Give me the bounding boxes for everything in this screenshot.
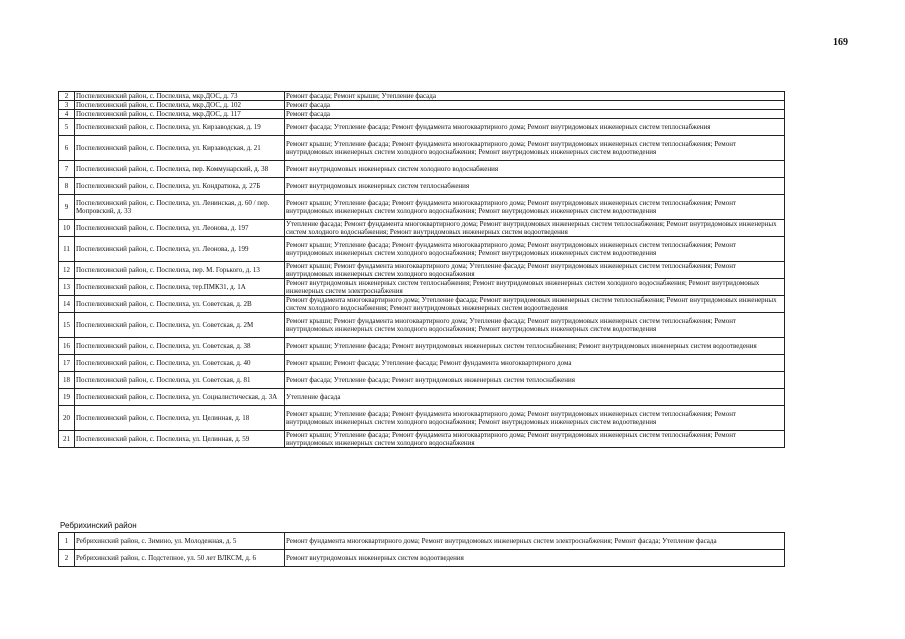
table-row (59, 533, 785, 550)
repair-table-rebrikha (58, 532, 785, 567)
table-row (59, 406, 785, 431)
row-address: Поспелихинский район, с. Поспелиха, ул. Целинная, д. 59 (75, 431, 285, 448)
row-works: Ремонт крыши; Утепление фасада; Ремонт фундамента многоквартирного дома; Ремонт внутридомовых инженерных систем теплоснабжения; Ремонт внутридомовых инженерных систем холодного водоснабжения (285, 431, 785, 448)
row-works: Ремонт фасада (285, 110, 785, 119)
row-address: Поспелихинский район, с. Поспелиха, ул. Кирзаводская, д. 21 (75, 136, 285, 161)
row-address: Поспелихинский район, с. Поспелиха, ул. Целинная, д. 18 (75, 406, 285, 431)
row-works: Ремонт крыши; Утепление фасада; Ремонт фундамента многоквартирного дома; Ремонт внутридомовых инженерных систем теплоснабжения; Ремонт внутридомовых инженерных систем холодного водоснабжения; Ремонт внутридомовых инженерных систем водоотведения (285, 195, 785, 220)
row-address: Поспелихинский район, с. Поспелиха, тер.ПМК31, д. 1А (75, 279, 285, 296)
table-row (59, 338, 785, 355)
table-row (59, 136, 785, 161)
row-number: 20 (59, 406, 75, 431)
row-address: Поспелихинский район, с. Поспелиха, мкр.ДОС, д. 102 (75, 101, 285, 110)
row-number: 1 (59, 533, 75, 550)
row-works: Ремонт крыши; Утепление фасада; Ремонт фундамента многоквартирного дома; Ремонт внутридомовых инженерных систем теплоснабжения; Ремонт внутридомовых инженерных систем холодного водоснабжения; Ремонт внутридомовых инженерных систем водоотведения (285, 406, 785, 431)
row-address: Поспелихинский район, с. Поспелиха, ул. Советская, д. 2В (75, 296, 285, 313)
row-number: 2 (59, 92, 75, 101)
row-works: Ремонт крыши; Утепление фасада; Ремонт внутридомовых инженерных систем теплоснабжения; Ремонт внутридомовых инженерных систем водоотведения (285, 338, 785, 355)
table-row (59, 279, 785, 296)
row-works: Ремонт фасада (285, 101, 785, 110)
row-number: 6 (59, 136, 75, 161)
row-address: Ребрихинский район, с. Подстепное, ул. 50 лет ВЛКСМ, д. 6 (75, 550, 285, 567)
row-number: 12 (59, 262, 75, 279)
table-row (59, 110, 785, 119)
row-works: Ремонт крыши; Ремонт фундамента многоквартирного дома; Утепление фасада; Ремонт внутридомовых инженерных систем теплоснабжения; Ремонт внутридомовых инженерных систем холодного водоснабжения; Ремонт внутридомовых инженерных систем водоотведения (285, 313, 785, 338)
row-works: Ремонт крыши; Ремонт фасада; Утепление фасада; Ремонт фундамента многоквартирного дома (285, 355, 785, 372)
row-address: Поспелихинский район, с. Поспелиха, ул. Кирзаводская, д. 19 (75, 119, 285, 136)
table-row (59, 178, 785, 195)
row-address: Поспелихинский район, с. Поспелиха, мкр.ДОС, д. 73 (75, 92, 285, 101)
page-number: 169 (833, 37, 848, 48)
table-row (59, 195, 785, 220)
table-row (59, 550, 785, 567)
row-address: Поспелихинский район, с. Поспелиха, ул. Советская, д. 38 (75, 338, 285, 355)
row-number: 11 (59, 237, 75, 262)
row-works: Ремонт внутридомовых инженерных систем водоотведения (285, 550, 785, 567)
row-address: Поспелихинский район, с. Поспелиха, ул. Советская, д. 40 (75, 355, 285, 372)
row-number: 15 (59, 313, 75, 338)
row-address: Поспелихинский район, с. Поспелиха, ул. Советская, д. 81 (75, 372, 285, 389)
row-address: Поспелихинский район, с. Поспелиха, ул. Леонова, д. 197 (75, 220, 285, 237)
row-works: Ремонт фундамента многоквартирного дома; Ремонт внутридомовых инженерных систем электроснабжения; Ремонт фасада; Утепление фасада (285, 533, 785, 550)
row-number: 9 (59, 195, 75, 220)
row-works: Ремонт крыши; Утепление фасада; Ремонт фундамента многоквартирного дома; Ремонт внутридомовых инженерных систем теплоснабжения; Ремонт внутридомовых инженерных систем холодного водоснабжения; Ремонт внутридомовых инженерных систем водоотведения (285, 136, 785, 161)
row-number: 4 (59, 110, 75, 119)
row-address: Поспелихинский район, с. Поспелиха, ул. Советская, д. 2М (75, 313, 285, 338)
row-address: Поспелихинский район, с. Поспелиха, ул. Кондратюка, д. 27Б (75, 178, 285, 195)
row-works: Ремонт фасада; Утепление фасада; Ремонт фундамента многоквартирного дома; Ремонт внутридомовых инженерных систем теплоснабжения (285, 119, 785, 136)
table-row (59, 355, 785, 372)
section-heading: Ребрихинский район (60, 521, 137, 530)
table-row (59, 372, 785, 389)
table-row (59, 313, 785, 338)
table-row (59, 161, 785, 178)
table-row (59, 220, 785, 237)
table-row (59, 237, 785, 262)
row-works: Ремонт крыши; Утепление фасада; Ремонт фундамента многоквартирного дома; Ремонт внутридомовых инженерных систем теплоснабжения; Ремонт внутридомовых инженерных систем холодного водоснабжения; Ремонт внутридомовых инженерных систем водоотведения (285, 237, 785, 262)
row-number: 19 (59, 389, 75, 406)
row-address: Поспелихинский район, с. Поспелиха, мкр.ДОС, д. 117 (75, 110, 285, 119)
table-row (59, 296, 785, 313)
row-number: 14 (59, 296, 75, 313)
row-address: Поспелихинский район, с. Поспелиха, пер. Коммунарский, д. 38 (75, 161, 285, 178)
row-works: Ремонт внутридомовых инженерных систем теплоснабжения (285, 178, 785, 195)
row-number: 16 (59, 338, 75, 355)
row-number: 7 (59, 161, 75, 178)
row-number: 18 (59, 372, 75, 389)
row-works: Ремонт фасада; Утепление фасада; Ремонт внутридомовых инженерных систем теплоснабжения (285, 372, 785, 389)
row-number: 2 (59, 550, 75, 567)
row-address: Поспелихинский район, с. Поспелиха, пер. М. Горького, д. 13 (75, 262, 285, 279)
row-number: 13 (59, 279, 75, 296)
repair-table-pospelikha (58, 91, 785, 448)
table-row (59, 389, 785, 406)
row-number: 17 (59, 355, 75, 372)
row-works: Ремонт фундамента многоквартирного дома; Утепление фасада; Ремонт внутридомовых инженерных систем теплоснабжения; Ремонт внутридомовых инженерных систем холодного водоснабжения; Ремонт внутридомовых инженерных систем водоотведения (285, 296, 785, 313)
row-number: 21 (59, 431, 75, 448)
row-address: Ребрихинский район, с. Зимино, ул. Молодежная, д. 5 (75, 533, 285, 550)
row-address: Поспелихинский район, с. Поспелиха, ул. Леонова, д. 199 (75, 237, 285, 262)
row-works: Ремонт крыши; Ремонт фундамента многоквартирного дома; Утепление фасада; Ремонт внутридомовых инженерных систем теплоснабжения; Ремонт внутридомовых инженерных систем холодного водоснабжения (285, 262, 785, 279)
row-number: 5 (59, 119, 75, 136)
row-works: Утепление фасада (285, 389, 785, 406)
table-row (59, 431, 785, 448)
row-works: Утепление фасада; Ремонт фундамента многоквартирного дома; Ремонт внутридомовых инженерных систем теплоснабжения; Ремонт внутридомовых инженерных систем холодного водоснабжения; Ремонт внутридомовых инженерных систем водоотведения (285, 220, 785, 237)
table-row (59, 119, 785, 136)
row-address: Поспелихинский район, с. Поспелиха, ул. Ленинская, д. 60 / пер. Мопровский, д. 33 (75, 195, 285, 220)
table-row (59, 262, 785, 279)
row-works: Ремонт внутридомовых инженерных систем теплоснабжения; Ремонт внутридомовых инженерных систем холодного водоснабжения; Ремонт внутридомовых инженерных систем электроснабжения (285, 279, 785, 296)
row-number: 10 (59, 220, 75, 237)
row-number: 8 (59, 178, 75, 195)
row-number: 3 (59, 101, 75, 110)
table-row (59, 101, 785, 110)
row-works: Ремонт внутридомовых инженерных систем холодного водоснабжения (285, 161, 785, 178)
row-address: Поспелихинский район, с. Поспелиха, ул. Социалистическая, д. 3А (75, 389, 285, 406)
table-row (59, 92, 785, 101)
row-works: Ремонт фасада; Ремонт крыши; Утепление фасада (285, 92, 785, 101)
